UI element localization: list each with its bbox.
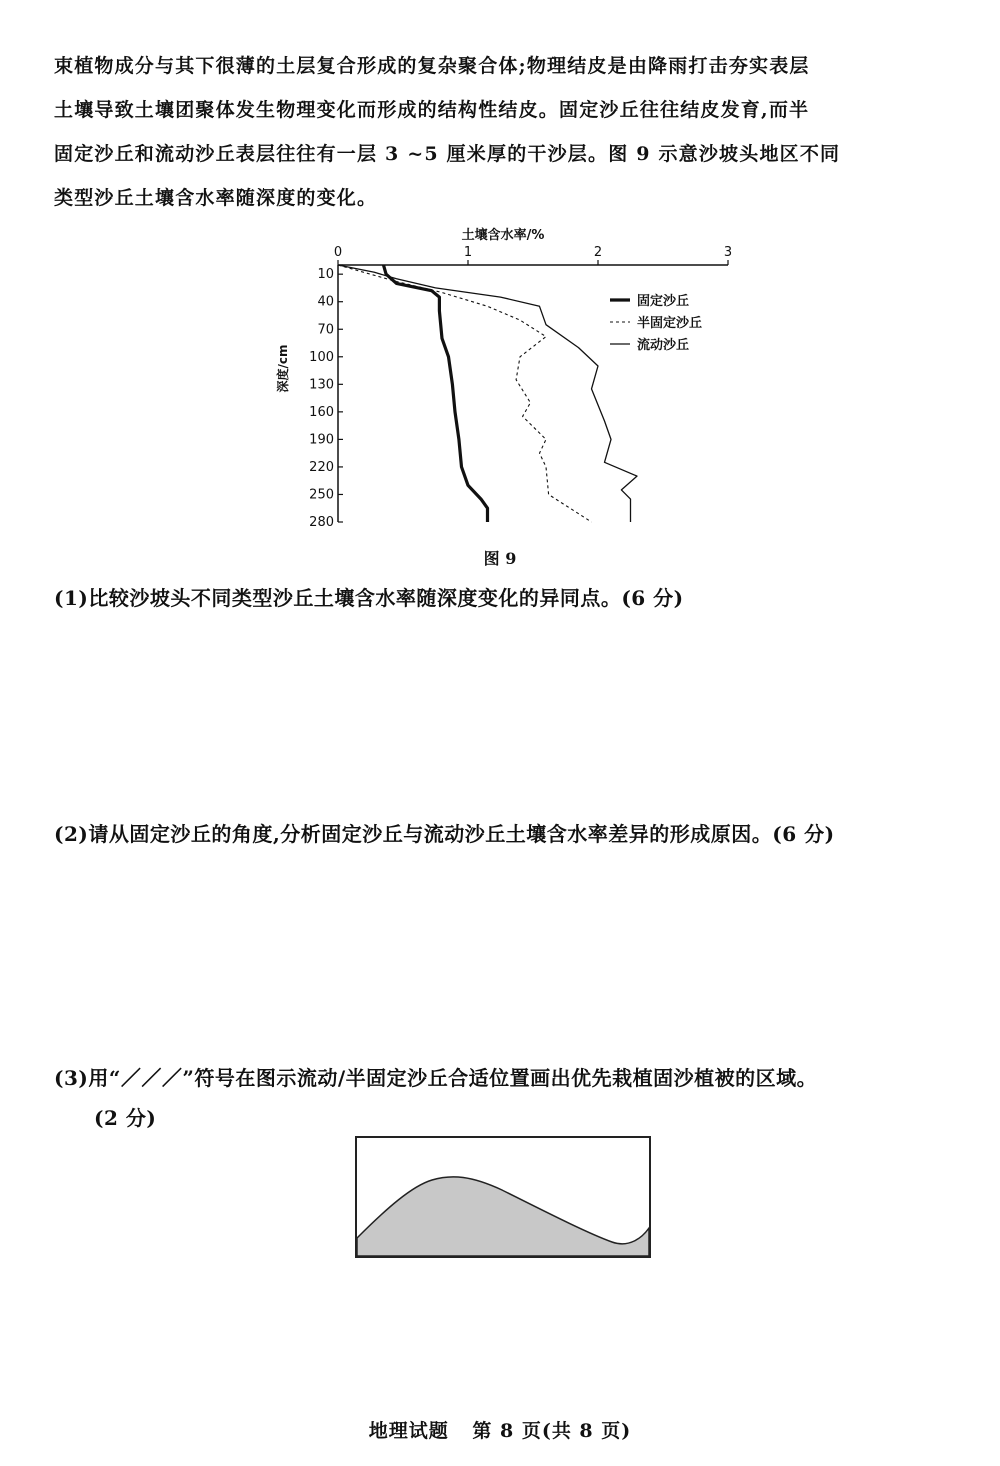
figure-caption: 图 9 bbox=[483, 549, 517, 568]
x-tick-label: 1 bbox=[463, 245, 473, 260]
intro-line: 固定沙丘和流动沙丘表层往往有一层 3 ~5 厘米厚的干沙层。图 9 示意沙坡头地区不同 bbox=[54, 143, 841, 165]
question-1: (1)比较沙坡头不同类型沙丘土壤含水率随深度变化的异同点。(6 分) bbox=[54, 586, 684, 610]
y-tick-label: 10 bbox=[317, 267, 334, 283]
y-tick-label: 250 bbox=[309, 487, 334, 503]
y-axis-label: 深度/cm bbox=[276, 344, 290, 393]
intro-line: 土壤导致土壤团聚体发生物理变化而形成的结构性结皮。固定沙丘往往结皮发育,而半 bbox=[54, 99, 810, 121]
intro-paragraph bbox=[54, 44, 954, 220]
x-tick-label: 3 bbox=[723, 245, 733, 260]
x-tick-label: 2 bbox=[593, 245, 603, 260]
question-3-text: (3)用“／／／”符号在图示流动/半固定沙丘合适位置画出优先栽植固沙植被的区域。 bbox=[54, 1066, 818, 1090]
y-tick-label: 100 bbox=[309, 349, 334, 365]
chart-axes bbox=[275, 227, 732, 530]
legend-label: 半固定沙丘 bbox=[637, 316, 703, 331]
page-footer bbox=[0, 1416, 1000, 1443]
y-tick-label: 160 bbox=[309, 404, 334, 420]
question-2: (2)请从固定沙丘的角度,分析固定沙丘与流动沙丘土壤含水率差异的形成原因。(6 分) bbox=[54, 822, 835, 846]
y-tick-label: 280 bbox=[309, 515, 334, 530]
footer-page-number: 第 8 页(共 8 页) bbox=[472, 1420, 632, 1442]
series-line bbox=[384, 265, 488, 522]
footer-subject: 地理试题 bbox=[368, 1420, 449, 1442]
intro-line: 束植物成分与其下很薄的土层复合形成的复杂聚合体;物理结皮是由降雨打击夯实表层 bbox=[54, 55, 810, 77]
y-tick-label: 190 bbox=[309, 432, 334, 448]
question-3 bbox=[54, 1058, 974, 1138]
dune-shape bbox=[357, 1177, 649, 1256]
x-axis-label: 土壤含水率/% bbox=[461, 228, 545, 243]
y-tick-label: 70 bbox=[317, 322, 334, 338]
x-tick-label: 0 bbox=[333, 245, 343, 260]
chart-series bbox=[338, 265, 637, 522]
legend-label: 流动沙丘 bbox=[637, 338, 690, 353]
legend-label: 固定沙丘 bbox=[637, 294, 690, 309]
chart-legend bbox=[610, 293, 702, 353]
soil-moisture-chart bbox=[265, 220, 765, 540]
y-tick-label: 130 bbox=[309, 377, 334, 393]
intro-line: 类型沙丘土壤含水率随深度的变化。 bbox=[54, 187, 378, 209]
series-line bbox=[338, 265, 592, 522]
series-line bbox=[338, 265, 637, 522]
question-3-score: (2 分) bbox=[94, 1106, 157, 1130]
y-tick-label: 220 bbox=[309, 459, 334, 475]
dune-drawing-area[interactable] bbox=[355, 1136, 651, 1258]
y-tick-label: 40 bbox=[317, 294, 334, 310]
dune-profile bbox=[357, 1138, 649, 1256]
